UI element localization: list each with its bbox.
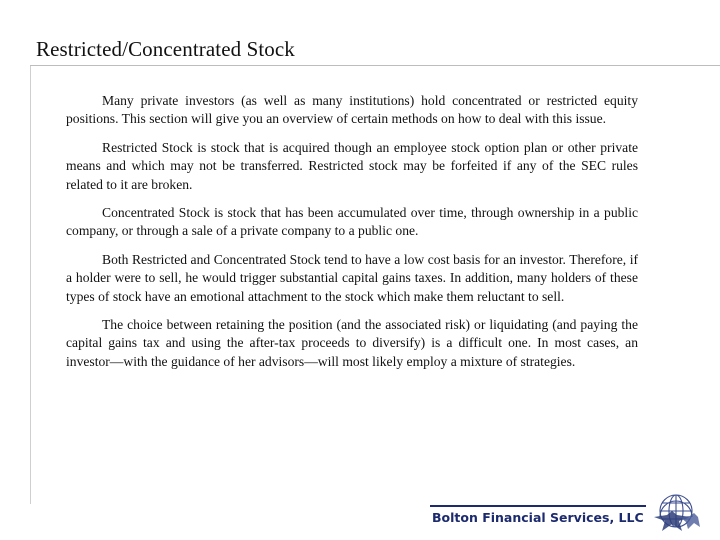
left-margin-divider xyxy=(30,66,31,504)
slide-title: Restricted/Concentrated Stock xyxy=(36,37,295,61)
footer-brand: Bolton Financial Services, LLC xyxy=(432,510,644,525)
globe-logo-icon xyxy=(650,487,702,533)
paragraph-restricted-stock: Restricted Stock is stock that is acquired though an employee stock option plan or other private means and which may not be transferred. Restricted stock may be forfeited if any of the SEC rules related to it are broken. xyxy=(66,139,638,192)
paragraph-strategy-choice: The choice between retaining the position (and the associated risk) or liquidating (and paying the capital gains tax and using the after-tax proceeds to diversify) is a difficult one. In most cases, an investor—with the guidance of her advisors—will most likely employ a mixture of strategies. xyxy=(66,317,638,369)
footer-divider xyxy=(430,505,646,507)
title-divider xyxy=(30,65,720,66)
paragraph-cost-basis: Both Restricted and Concentrated Stock tend to have a low cost basis for an investor. Therefore, if a holder were to sell, he would trigger substantial capital gains taxes. In addition, many holders of these types of stock have an emotional attachment to the stock which make them reluctant to sell. xyxy=(66,251,638,304)
paragraph-concentrated-stock: Concentrated Stock is stock that has been accumulated over time, through ownership in a public company, or through a sale of a private company to a public one. xyxy=(66,205,638,239)
paragraph-intro: Many private investors (as well as many institutions) hold concentrated or restricted equity positions. This section will give you an overview of certain methods on how to deal with this issue. xyxy=(66,93,638,127)
slide-body xyxy=(66,92,638,381)
